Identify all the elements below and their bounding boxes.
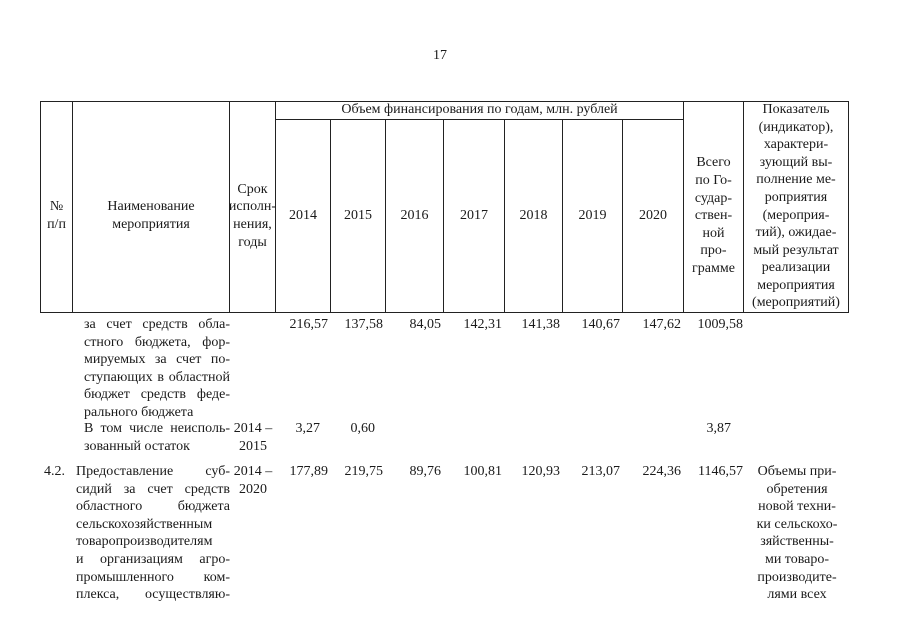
row3-value-2017: 100,81 <box>463 464 502 479</box>
row2-value-2014: 3,27 <box>295 421 320 436</box>
header-num: № п/п <box>47 199 66 232</box>
row1-name: за счет средств обла- стного бюджета, фор- мируемых за счет по- ступающих в областной бюджет средств феде- рального бюджета <box>84 317 230 420</box>
header-year-2019: 2019 <box>578 208 607 224</box>
row3-total: 1146,57 <box>698 464 743 479</box>
row2-term: 2014 – 2015 <box>233 421 273 454</box>
header-year-2016: 2016 <box>400 208 429 224</box>
row1-value-2016: 84,05 <box>409 317 441 332</box>
row1-value-2020: 147,62 <box>642 317 681 332</box>
row3-value-2018: 120,93 <box>521 464 560 479</box>
row1-value-2017: 142,31 <box>463 317 502 332</box>
row3-value-2020: 224,36 <box>642 464 681 479</box>
header-year-2020: 2020 <box>639 208 667 224</box>
row1-total: 1009,58 <box>697 317 743 332</box>
row3-term: 2014 – 2020 <box>233 464 273 497</box>
row3-indicator: Объемы при- обретения новой техни- ки сельскохо- зяйственны- ми товаро- производите- лями всех <box>756 464 838 603</box>
row3-value-2015: 219,75 <box>344 464 383 479</box>
header-year-2015: 2015 <box>344 208 372 224</box>
header-year-2017: 2017 <box>460 208 488 224</box>
row2-value-2015: 0,60 <box>350 421 375 436</box>
row1-value-2019: 140,67 <box>581 317 620 332</box>
row1-value-2015: 137,58 <box>344 317 383 332</box>
row1-value-2014: 216,57 <box>289 317 328 332</box>
col-line-right <box>848 101 849 313</box>
header-total: Всего по Го- судар- ствен- ной про- грамме <box>692 155 735 276</box>
row3-name: Предоставление суб- сидий за счет средств областного бюджета сельскохозяйственным товаропроизводителям и организациям агро- промышленного ком- плекса, осуществляю- <box>76 464 230 603</box>
row3-num: 4.2. <box>44 464 65 479</box>
row3-value-2014: 177,89 <box>289 464 328 479</box>
row3-value-2016: 89,76 <box>409 464 441 479</box>
header-term: Срок исполн- нения, годы <box>228 181 277 250</box>
header-bottom-border <box>40 312 848 313</box>
header-year-2014: 2014 <box>289 208 317 224</box>
row2-total: 3,87 <box>706 421 731 436</box>
header-funding-title: Объем финансирования по годам, млн. рублей <box>341 102 618 118</box>
header-indicator: Показатель (индикатор), характери- зующий вы- полнение ме- роприятия (мероприя- тий), ожидае- мый результат реализации мероприятия (мероприятий) <box>752 101 840 311</box>
page-number: 17 <box>433 48 447 63</box>
row3-value-2019: 213,07 <box>581 464 620 479</box>
header-year-2018: 2018 <box>519 208 548 224</box>
row1-value-2018: 141,38 <box>521 317 560 332</box>
row2-name: В том числе неисполь- зованный остаток <box>84 421 230 454</box>
header-name: Наименование мероприятия <box>107 199 195 232</box>
